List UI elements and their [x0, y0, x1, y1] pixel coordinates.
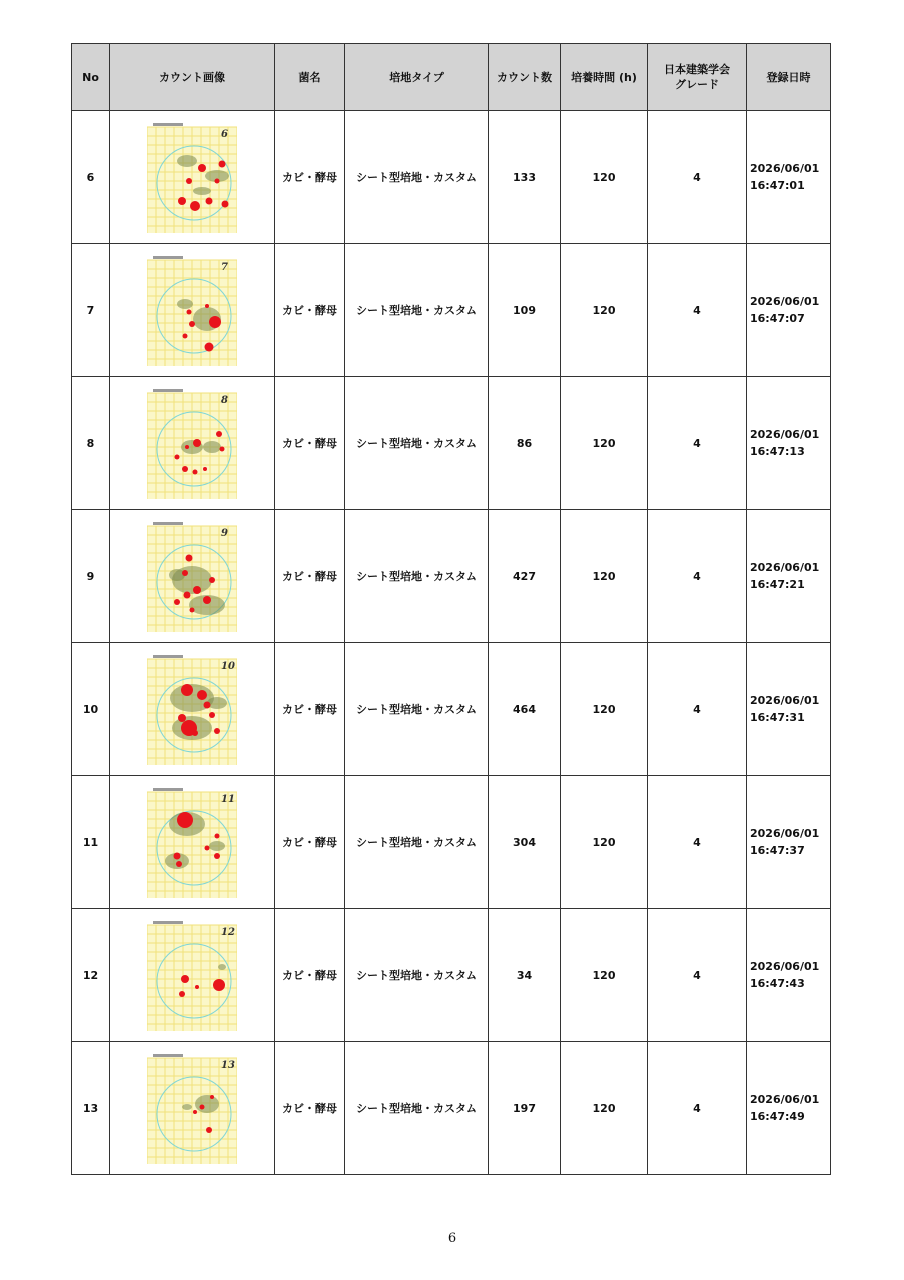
handwritten-sample-number: 12	[221, 927, 235, 938]
col-header-count-image: カウント画像	[110, 44, 275, 111]
cell-no: 13	[72, 1042, 110, 1175]
cell-medium-type: シート型培地・カスタム	[345, 643, 489, 776]
cell-culture-hours: 120	[561, 643, 648, 776]
sheet-header-print	[153, 788, 183, 791]
cell-medium-type: シート型培地・カスタム	[345, 377, 489, 510]
cell-medium-type: シート型培地・カスタム	[345, 244, 489, 377]
counted-colony-marker	[182, 466, 188, 472]
colony-photo	[147, 387, 237, 499]
counted-colony-marker	[175, 455, 180, 460]
cell-count-image	[110, 377, 275, 510]
cell-count-image	[110, 510, 275, 643]
handwritten-sample-number: 10	[221, 661, 235, 672]
cell-medium-type: シート型培地・カスタム	[345, 909, 489, 1042]
registered-date: 2026/06/01	[750, 428, 820, 441]
cell-culture-hours: 120	[561, 1042, 648, 1175]
col-header-aij-grade: 日本建築学会 グレード	[648, 44, 747, 111]
cell-aij-grade: 4	[648, 510, 747, 643]
cell-registered-at	[747, 244, 831, 377]
table-row	[72, 909, 831, 1042]
sheet-header-print	[153, 655, 183, 658]
cell-medium-type: シート型培地・カスタム	[345, 776, 489, 909]
cell-count: 304	[489, 776, 561, 909]
mold-colony	[209, 841, 225, 851]
cell-aij-grade: 4	[648, 377, 747, 510]
cell-count-image	[110, 244, 275, 377]
cell-count-image	[110, 111, 275, 244]
counted-colony-marker	[181, 684, 193, 696]
cell-aij-grade: 4	[648, 244, 747, 377]
registered-time: 16:47:07	[750, 312, 805, 325]
counted-colony-marker	[174, 853, 181, 860]
col-header-no: No	[72, 44, 110, 111]
counted-colony-marker	[182, 570, 188, 576]
registered-time: 16:47:49	[750, 1110, 805, 1123]
registered-date: 2026/06/01	[750, 694, 820, 707]
cell-culture-hours: 120	[561, 909, 648, 1042]
handwritten-sample-number: 8	[221, 395, 228, 406]
counted-colony-marker	[215, 834, 220, 839]
page-number: 6	[447, 1231, 457, 1246]
cell-culture-hours: 120	[561, 244, 648, 377]
counted-colony-marker	[174, 599, 180, 605]
cell-no: 12	[72, 909, 110, 1042]
table-row	[72, 643, 831, 776]
colony-photo	[147, 653, 237, 765]
registered-date: 2026/06/01	[750, 561, 820, 574]
mold-colony	[193, 187, 211, 195]
col-header-medium-type: 培地タイプ	[345, 44, 489, 111]
cell-count: 34	[489, 909, 561, 1042]
cell-count-image	[110, 776, 275, 909]
col-header-culture-hours: 培養時間 (h)	[561, 44, 648, 111]
counted-colony-marker	[214, 853, 220, 859]
counted-colony-marker	[222, 201, 229, 208]
counted-colony-marker	[193, 470, 198, 475]
counted-colony-marker	[210, 1095, 214, 1099]
cell-species: カビ・酵母	[275, 909, 345, 1042]
registered-date: 2026/06/01	[750, 162, 820, 175]
cell-culture-hours: 120	[561, 510, 648, 643]
cell-count: 86	[489, 377, 561, 510]
counted-colony-marker	[205, 304, 209, 308]
registered-date: 2026/06/01	[750, 827, 820, 840]
colony-count-table	[71, 43, 831, 1175]
cell-species: カビ・酵母	[275, 776, 345, 909]
col-header-species: 菌名	[275, 44, 345, 111]
sheet-header-print	[153, 921, 183, 924]
cell-species: カビ・酵母	[275, 111, 345, 244]
counted-colony-marker	[186, 178, 192, 184]
counted-colony-marker	[185, 445, 189, 449]
counted-colony-marker	[193, 1110, 197, 1114]
sheet-header-print	[153, 1054, 183, 1057]
counted-colony-marker	[203, 596, 211, 604]
cell-registered-at	[747, 643, 831, 776]
counted-colony-marker	[197, 690, 207, 700]
counted-colony-marker	[214, 728, 220, 734]
col-header-count: カウント数	[489, 44, 561, 111]
table-row	[72, 111, 831, 244]
mold-colony	[177, 299, 193, 309]
mold-colony	[195, 1095, 219, 1113]
cell-culture-hours: 120	[561, 111, 648, 244]
cell-aij-grade: 4	[648, 1042, 747, 1175]
counted-colony-marker	[187, 310, 192, 315]
mold-colony	[177, 155, 197, 167]
registered-time: 16:47:37	[750, 844, 805, 857]
colony-photo	[147, 254, 237, 366]
colony-photo	[147, 520, 237, 632]
counted-colony-marker	[193, 586, 201, 594]
counted-colony-marker	[178, 714, 186, 722]
report-sheet	[71, 43, 830, 1175]
mold-colony	[207, 697, 227, 709]
cell-registered-at	[747, 909, 831, 1042]
counted-colony-marker	[204, 702, 211, 709]
mold-colony	[218, 964, 226, 970]
counted-colony-marker	[203, 467, 207, 471]
registered-date: 2026/06/01	[750, 1093, 820, 1106]
cell-count-image	[110, 909, 275, 1042]
counted-colony-marker	[193, 439, 201, 447]
registered-time: 16:47:21	[750, 578, 805, 591]
cell-count-image	[110, 643, 275, 776]
cell-aij-grade: 4	[648, 643, 747, 776]
counted-colony-marker	[205, 846, 210, 851]
registered-date: 2026/06/01	[750, 295, 820, 308]
cell-species: カビ・酵母	[275, 377, 345, 510]
cell-count-image	[110, 1042, 275, 1175]
cell-count: 109	[489, 244, 561, 377]
registered-date: 2026/06/01	[750, 960, 820, 973]
handwritten-sample-number: 6	[221, 129, 228, 140]
counted-colony-marker	[215, 179, 220, 184]
table-row	[72, 510, 831, 643]
table-row	[72, 1042, 831, 1175]
counted-colony-marker	[209, 316, 221, 328]
cell-registered-at	[747, 510, 831, 643]
counted-colony-marker	[192, 730, 198, 736]
cell-culture-hours: 120	[561, 377, 648, 510]
cell-no: 7	[72, 244, 110, 377]
cell-no: 8	[72, 377, 110, 510]
handwritten-sample-number: 7	[221, 262, 228, 273]
cell-count: 427	[489, 510, 561, 643]
counted-colony-marker	[216, 431, 222, 437]
header-row	[72, 44, 831, 111]
cell-aij-grade: 4	[648, 776, 747, 909]
sheet-header-print	[153, 256, 183, 259]
cell-count: 197	[489, 1042, 561, 1175]
counted-colony-marker	[220, 447, 225, 452]
cell-count: 133	[489, 111, 561, 244]
cell-registered-at	[747, 111, 831, 244]
table-row	[72, 776, 831, 909]
cell-medium-type: シート型培地・カスタム	[345, 1042, 489, 1175]
cell-species: カビ・酵母	[275, 244, 345, 377]
table-row	[72, 377, 831, 510]
colony-photo	[147, 121, 237, 233]
sheet-header-print	[153, 389, 183, 392]
counted-colony-marker	[219, 161, 226, 168]
registered-time: 16:47:01	[750, 179, 805, 192]
counted-colony-marker	[213, 979, 225, 991]
handwritten-sample-number: 11	[221, 794, 235, 805]
cell-medium-type: シート型培地・カスタム	[345, 510, 489, 643]
counted-colony-marker	[178, 197, 186, 205]
table-row	[72, 244, 831, 377]
counted-colony-marker	[209, 712, 215, 718]
counted-colony-marker	[189, 321, 195, 327]
counted-colony-marker	[177, 812, 193, 828]
cell-no: 11	[72, 776, 110, 909]
col-header-registered-at: 登録日時	[747, 44, 831, 111]
colony-photo	[147, 1052, 237, 1164]
mold-colony	[169, 569, 185, 581]
cell-species: カビ・酵母	[275, 1042, 345, 1175]
cell-medium-type: シート型培地・カスタム	[345, 111, 489, 244]
counted-colony-marker	[200, 1105, 205, 1110]
cell-count: 464	[489, 643, 561, 776]
counted-colony-marker	[209, 577, 215, 583]
registered-time: 16:47:43	[750, 977, 805, 990]
cell-registered-at	[747, 776, 831, 909]
registered-time: 16:47:13	[750, 445, 805, 458]
cell-species: カビ・酵母	[275, 643, 345, 776]
counted-colony-marker	[195, 985, 199, 989]
cell-no: 10	[72, 643, 110, 776]
counted-colony-marker	[186, 555, 193, 562]
counted-colony-marker	[205, 343, 214, 352]
handwritten-sample-number: 9	[221, 528, 228, 539]
cell-species: カビ・酵母	[275, 510, 345, 643]
sheet-header-print	[153, 522, 183, 525]
cell-registered-at	[747, 1042, 831, 1175]
counted-colony-marker	[183, 334, 188, 339]
counted-colony-marker	[206, 198, 213, 205]
counted-colony-marker	[190, 201, 200, 211]
counted-colony-marker	[198, 164, 206, 172]
handwritten-sample-number: 13	[221, 1060, 235, 1071]
counted-colony-marker	[181, 975, 189, 983]
counted-colony-marker	[190, 608, 195, 613]
colony-photo	[147, 786, 237, 898]
counted-colony-marker	[184, 592, 191, 599]
registered-time: 16:47:31	[750, 711, 805, 724]
counted-colony-marker	[206, 1127, 212, 1133]
cell-aij-grade: 4	[648, 909, 747, 1042]
counted-colony-marker	[176, 861, 182, 867]
cell-registered-at	[747, 377, 831, 510]
colony-photo	[147, 919, 237, 1031]
cell-no: 9	[72, 510, 110, 643]
cell-aij-grade: 4	[648, 111, 747, 244]
counted-colony-marker	[179, 991, 185, 997]
mold-colony	[203, 441, 221, 453]
cell-no: 6	[72, 111, 110, 244]
sheet-header-print	[153, 123, 183, 126]
cell-culture-hours: 120	[561, 776, 648, 909]
mold-colony	[182, 1104, 192, 1110]
